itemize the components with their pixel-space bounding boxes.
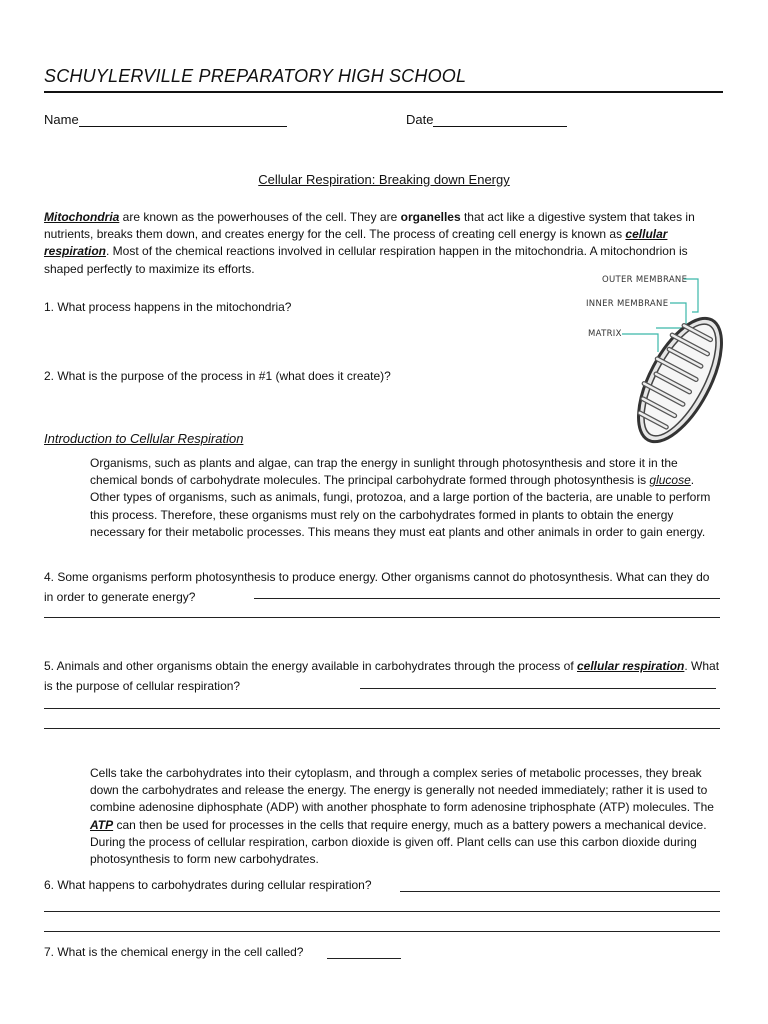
worksheet-title: Cellular Respiration: Breaking down Energy <box>258 172 510 187</box>
organisms-text-1: Organisms, such as plants and algae, can trap the energy in sunlight through photosynthesis and store it in the chemical bonds of carbohydrate molecules. The principal carbohydrate formed through photosynthesis is <box>90 456 678 488</box>
question-4-text: 4. Some organisms perform photosynthesis to produce energy. Other organisms cannot do photosynthesis. What can they do in order to generate energy? <box>44 570 710 604</box>
term-organelles: organelles <box>400 210 461 224</box>
label-outer-membrane: OUTER MEMBRANE <box>602 275 688 285</box>
answer-line-5a[interactable] <box>360 688 716 689</box>
answer-line-5c[interactable] <box>44 728 720 729</box>
school-name: SCHUYLERVILLE PREPARATORY HIGH SCHOOL <box>44 66 467 86</box>
question-7: 7. What is the chemical energy in the cell called? <box>44 945 304 959</box>
label-inner-membrane: INNER MEMBRANE <box>586 299 669 309</box>
intro-text-1: are known as the powerhouses of the cell. They are <box>119 210 401 224</box>
cells-paragraph <box>90 765 722 868</box>
answer-line-4b[interactable] <box>44 617 720 618</box>
question-2: 2. What is the purpose of the process in #1 (what does it create)? <box>44 369 391 383</box>
name-blank[interactable] <box>79 114 287 127</box>
name-label: Name <box>44 112 79 127</box>
date-blank[interactable] <box>433 114 567 127</box>
header-rule <box>44 91 723 93</box>
question-5-text-1: 5. Animals and other organisms obtain the energy available in carbohydrates through the process of <box>44 659 577 673</box>
question-5 <box>44 656 720 696</box>
answer-line-6b[interactable] <box>44 911 720 912</box>
term-cellular-respiration-q5: cellular respiration <box>577 659 685 673</box>
label-matrix: MATRIX <box>588 329 622 339</box>
term-glucose: glucose <box>649 473 691 488</box>
section-title: Introduction to Cellular Respiration <box>44 431 244 446</box>
mitochondrion-diagram <box>580 268 730 453</box>
organisms-paragraph <box>90 455 722 541</box>
answer-line-6c[interactable] <box>44 931 720 932</box>
term-atp: ATP <box>90 817 114 832</box>
question-4 <box>44 567 720 607</box>
intro-text-2: that act like a digestive system that takes in nutrients, breaks them down, and creates energy for the cell. The process of creating cell energy is known as <box>44 210 695 242</box>
date-label: Date <box>406 112 434 127</box>
answer-line-6a[interactable] <box>400 891 720 892</box>
answer-line-7[interactable] <box>327 958 401 959</box>
name-field[interactable] <box>44 112 287 127</box>
date-field[interactable] <box>406 112 567 127</box>
question-6: 6. What happens to carbohydrates during cellular respiration? <box>44 878 372 892</box>
answer-line-5b[interactable] <box>44 708 720 709</box>
question-5-text-2: . What is the purpose of cellular respiration? <box>44 659 720 693</box>
intro-text-3: . Most of the chemical reactions involved in cellular respiration happen in the mitochondria. A mitochondrion is shaped perfectly to maximize its efforts. <box>44 244 688 276</box>
term-cellular-respiration: cellular respiration <box>44 227 668 259</box>
question-1: 1. What process happens in the mitochondria? <box>44 300 292 314</box>
answer-line-4a[interactable] <box>254 598 720 599</box>
matrix-pointer <box>622 334 658 352</box>
term-mitochondria: Mitochondria <box>44 210 120 224</box>
cells-text-1: Cells take the carbohydrates into their cytoplasm, and through a complex series of metabolic processes, they break down the carbohydrates and release the energy. The energy is generally not needed immediately; rather it is used to combine adenosine diphosphate (ADP) with another phosphate to form adenosine triphosphate (ATP) molecules. The <box>90 766 714 815</box>
cells-text-2: can then be used for processes in the cells that require energy, much as a battery powers a mechanical device. During the process of cellular respiration, carbon dioxide is given off. Plant cells can use this carbon dioxide during photosynthesis to form new carbohydrates. <box>90 817 707 867</box>
organisms-text-2: . Other types of organisms, such as animals, fungi, protozoa, and a large portion of the bacteria, are unable to perform this process. Therefore, these organisms must rely on the carbohydrates formed in plants to obtain the energy necessary for their metabolic processes. This means they must eat plants and other animals in order to gain energy. <box>90 473 711 539</box>
